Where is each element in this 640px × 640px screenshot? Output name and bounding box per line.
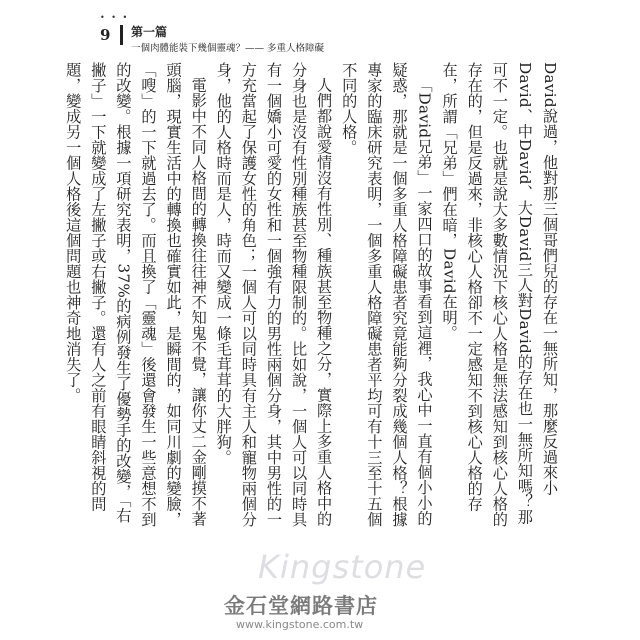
body-text <box>64 62 562 532</box>
page-number: 9 <box>100 26 111 44</box>
header-divider <box>120 25 123 45</box>
paragraph-4: 電影中不同人格間的轉換往往神不知鬼不覺，讓你丈二金剛摸不著頭腦，現實生活中的轉換也確實如此，是瞬間的，如同川劇的變臉，「嗖」的一下就過去了。而且換了「靈魂」後還會發生一些意想不到的改變。根據一項研究表明，37%的病例發生了優勢手的改變，「右撇子」一下就變成了左撇子或右撇子。還有人之前有眼睛斜視的問題，變成另一個人格後這個問題也神奇地消失了。 <box>64 62 208 527</box>
paragraph-2: 「David兄弟」一家四口的故事看到這裡，我心中一直有個小小的疑惑，那就是一個多重人格障礙患者究竟能夠分裂成幾個人格？根據專家的臨床研究表明，一個多重人格障礙患者平均可有十三至十五個不同的人格。 <box>340 62 434 527</box>
store-logo: 金石堂網路書店 <box>224 593 378 618</box>
chapter-title: 第一篇 <box>131 25 168 39</box>
header-dots: • • • <box>100 13 130 22</box>
store-url: www.kingstone.com.tw <box>236 618 364 631</box>
paragraph-1: David說過，他對那三個哥們兒的存在一無所知，那麼反過來小David、中David、大David三人對David的存在也一無所知嗎？那可不一定。也就是說大多數情況下核心人格是無法感知到核心人格的存在的，但是反過來，非核心人格卻不一定感知不到核心人格的存在，所謂「兄弟」們在暗，David在明。 <box>440 62 559 527</box>
paragraph-3: 人們都說愛情沒有性別、種族甚至物種之分，實際上多重人格中的分身也是沒有性別種族甚至物種限制的。比如說，一個人可以同時具有一個嬌小可愛的女性和一個強有力的男性兩個分身，其中男性的一方充當起了保護女性的角色；一個人可以同時具有主人和寵物兩個分身，他的人格時而是人，時而又變成一條毛茸茸的大胖狗。 <box>214 62 334 527</box>
watermark-text: Kingstone <box>258 548 427 586</box>
chapter-subtitle: 一個肉體能裝下幾個靈魂？—— 多重人格障礙 <box>131 43 325 54</box>
